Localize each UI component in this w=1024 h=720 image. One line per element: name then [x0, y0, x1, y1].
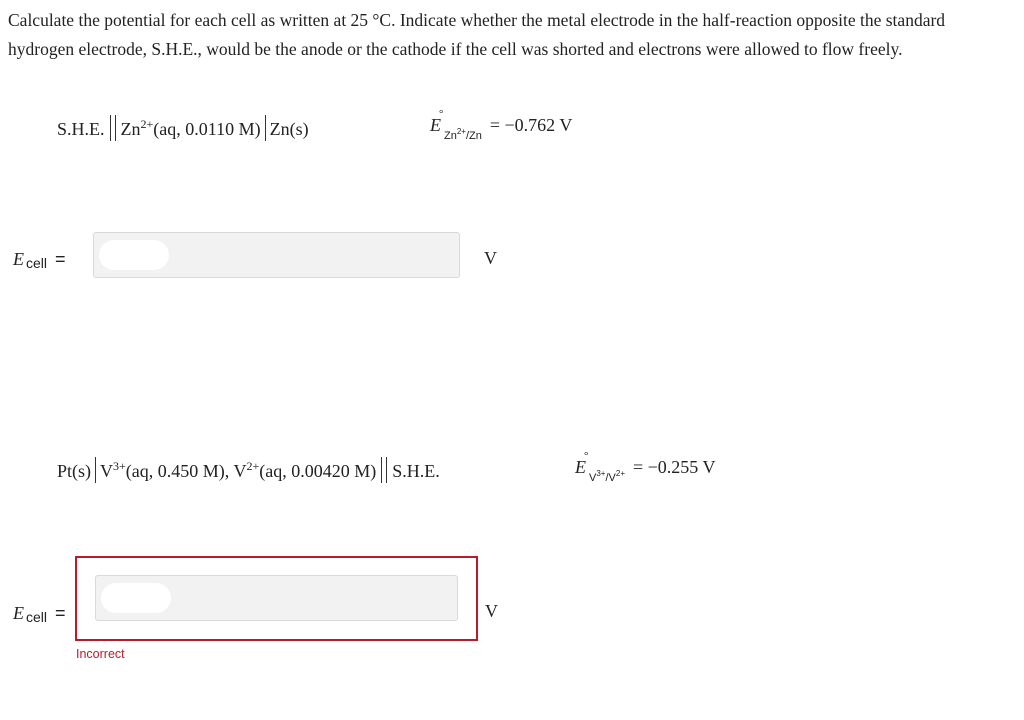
e0-sub-charge: 2+	[456, 127, 466, 136]
e0-sub-metal: /Zn	[465, 130, 482, 142]
cell1-notation	[57, 115, 309, 141]
cell1-she: S.H.E.	[57, 119, 105, 139]
salt-bridge-symbol	[110, 115, 116, 141]
ecell-subscript: cell	[26, 609, 48, 625]
answer2-field-wrapper	[95, 575, 458, 621]
cell1-standard-potential	[430, 108, 573, 142]
cell1-concentration: (aq, 0.0110 M)	[153, 119, 261, 139]
cell2-notation	[57, 457, 440, 483]
degree-symbol: °	[584, 450, 589, 462]
e0-subscript	[444, 127, 482, 142]
e0-sub-ion1: V	[589, 472, 597, 484]
e0-value: = −0.255 V	[633, 457, 716, 477]
cell2-concentration2: (aq, 0.00420 M)	[259, 461, 377, 481]
cell2-she: S.H.E.	[392, 461, 440, 481]
e0-sub-ion2: /V	[605, 472, 616, 484]
question-text: Calculate the potential for each cell as written at 25 °C. Indicate whether the metal electrode in the half-reaction opposite the standard hydrogen electrode, S.H.E., would be the anode or the cathode if the cell was shorted and electrons were allowed to flow freely.	[8, 10, 946, 59]
ecell-symbol: E	[13, 249, 24, 269]
redacted-answer	[101, 583, 171, 613]
degree-symbol: °	[439, 108, 444, 120]
cell2-concentration1: (aq, 0.450 M),	[125, 461, 234, 481]
answer1-unit: V	[484, 248, 497, 268]
phase-boundary-symbol	[95, 457, 96, 483]
cell2-ion1-charge: 3+	[113, 459, 126, 473]
e0-sub-charge2: 2+	[615, 469, 625, 478]
answer2-label	[13, 603, 66, 624]
e0-subscript	[589, 469, 625, 484]
e0-sub-charge1: 3+	[596, 469, 606, 478]
ecell-subscript: cell	[26, 255, 48, 271]
phase-boundary-symbol	[265, 115, 266, 141]
answer1-label	[13, 249, 66, 270]
cell1-ion: Zn	[120, 119, 141, 139]
e0-value: = −0.762 V	[489, 115, 573, 135]
cell1-metal: Zn(s)	[269, 119, 309, 139]
redacted-answer	[99, 240, 169, 270]
cell2-ion2: V	[233, 461, 247, 481]
e0-symbol: E	[430, 115, 441, 135]
cell2-ion1: V	[100, 461, 114, 481]
cell2-standard-potential	[575, 450, 716, 484]
cell2-electrode: Pt(s)	[57, 461, 92, 481]
equals-sign: =	[55, 603, 66, 623]
answer2-unit: V	[485, 601, 498, 621]
cell1-ion-charge: 2+	[140, 117, 154, 131]
salt-bridge-symbol	[381, 457, 387, 483]
cell2-ion2-charge: 2+	[246, 459, 260, 473]
e0-sub-ion: Zn	[444, 130, 457, 142]
e0-symbol: E	[575, 457, 586, 477]
answer1-field-wrapper	[93, 232, 460, 278]
equals-sign: =	[55, 249, 66, 269]
ecell-symbol: E	[13, 603, 24, 623]
answer2-feedback: Incorrect	[76, 647, 125, 661]
